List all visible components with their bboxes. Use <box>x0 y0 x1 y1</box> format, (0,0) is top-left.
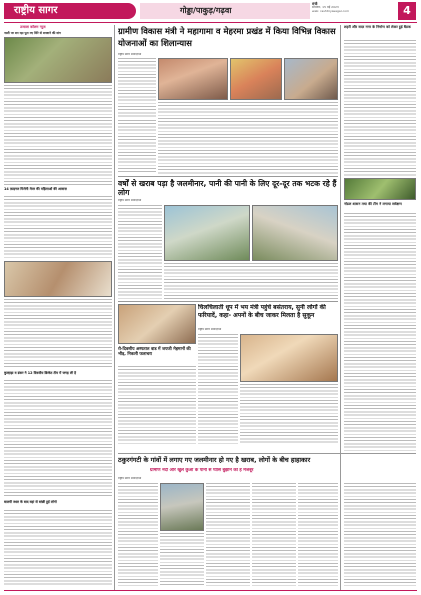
minister-byline: राष्ट्रीय सागर संवाददाता <box>198 328 222 331</box>
city-label: रांची <box>312 2 318 6</box>
left-story2-body <box>4 196 112 258</box>
left-story1-photo <box>4 37 112 83</box>
left-story2-headline: 14 फ़ाइनल मिलेगी मेयर की महिलाओं की आवाज़ <box>4 187 67 191</box>
page-number: 4 <box>398 2 416 20</box>
column-rule-left <box>114 25 115 590</box>
bottom-photo-1 <box>160 483 204 531</box>
mid-story1-headline: रो-दिवसीय अस्पताल वाड में जयजी मेहमानों की भीड़, निकली फलाचरा <box>118 346 191 357</box>
left-story4-body <box>4 510 112 586</box>
bottom-body-col2 <box>160 533 204 586</box>
bottom-body-col1 <box>118 483 158 586</box>
bottom-body-col3 <box>206 483 250 586</box>
left-story3-headline: कुल्हाड़ा व डंकर ने 12 दिवसीय क्रिकेट टीम में जगह ली है <box>4 371 77 375</box>
water-body-main <box>164 263 338 299</box>
lead-photo-2 <box>230 58 282 100</box>
bottom-body-col6 <box>344 483 416 586</box>
lead-photo-3 <box>284 58 338 100</box>
date-line: सोमवार, 15 मई 2023 <box>312 5 339 10</box>
right-story1-headline: शहरी और सदर नगर के निर्माण को लेकर हुई बैठक <box>344 25 411 29</box>
bottom-body-col4 <box>252 483 296 586</box>
lead-body-col1-cont <box>118 120 156 174</box>
left-story3-body <box>4 380 112 498</box>
bottom-byline: राष्ट्रीय सागर संवाददाता <box>118 477 142 480</box>
left-story2-photo <box>4 261 112 297</box>
right-story1-body <box>344 40 416 176</box>
water-headline: वर्षों से खराब पड़ा है जलमीनार, पानी की पानी के लिए दूर-दूर तक भटक रहे हैं लोग <box>118 179 337 197</box>
right-story2-body <box>344 213 416 453</box>
section-rule-mid <box>118 301 338 302</box>
mid-story1-body <box>118 366 196 446</box>
right-story2-headline: नोडल शासन तथा की टीम ने लगाया सर्वेक्षण <box>344 202 402 206</box>
masthead-rule <box>4 22 417 23</box>
lead-photo-1 <box>158 58 228 100</box>
minister-photo <box>240 334 338 382</box>
lead-body-main <box>158 102 338 174</box>
section-label: उजाला कॉलम न्यूज <box>20 25 46 29</box>
section-rule-water <box>118 176 338 177</box>
bottom-body-col5 <box>298 483 338 586</box>
left-story2-body-cont <box>4 299 112 369</box>
region-label: गोड्डा/पाकुड़/गढ़वा <box>180 6 232 15</box>
masthead-meta <box>312 2 394 20</box>
left-story1-body <box>4 85 112 185</box>
water-photo-1 <box>164 205 250 261</box>
masthead-title-block <box>4 3 136 19</box>
paper-title: राष्ट्रीय सागर <box>14 5 58 16</box>
water-byline: राष्ट्रीय सागर संवाददाता <box>118 199 142 202</box>
bottom-headline: ठकुरगंगटी के गांवों में लगाए गए जलमीनार हो गए है खराब, लोगों के बीच हाहाकार <box>118 456 311 464</box>
minister-body-main <box>240 384 338 444</box>
minister-body-col1 <box>198 334 238 444</box>
minister-headline: चिलचिलाती धूप में भय मंत्री पहुंचे बसंतराय, सुनी लोगों की फरियादें, कहा- अपनों के बीच जाकर मिलता है सुकून <box>198 304 326 319</box>
lead-headline: ग्रामीण विकास मंत्री ने महागामा व मेहरमा प्रखंड में किया विभिन्न विकास योजनाओं का शिलान्यास <box>118 26 336 49</box>
lead-byline: राष्ट्रीय सागर संवाददाता <box>118 53 142 56</box>
water-body-col1 <box>118 205 162 299</box>
right-story2-photo <box>344 178 416 200</box>
web-address: web: rashtriyasagar.com <box>312 9 350 14</box>
mid-story1-photo <box>118 304 196 344</box>
water-photo-2 <box>252 205 338 261</box>
left-story4-headline: बालमी स्थल के बाद वहां से बांछी हुई लोगो <box>4 500 57 504</box>
left-story1-headline: नाली पर बन रहा पुल नए सिरे से बनवाने की मांग <box>4 31 61 35</box>
column-rule-right <box>340 25 341 590</box>
masthead <box>0 0 421 22</box>
section-rule-bottom <box>118 453 416 454</box>
bottom-subhead: ग्रामीण नदी और खुले कुओं के पानी से प्यास बुझाने को है मजबूर <box>150 468 254 473</box>
lead-body-col1 <box>118 58 156 118</box>
footer-rule <box>4 590 417 591</box>
masthead-region-block <box>140 3 310 19</box>
